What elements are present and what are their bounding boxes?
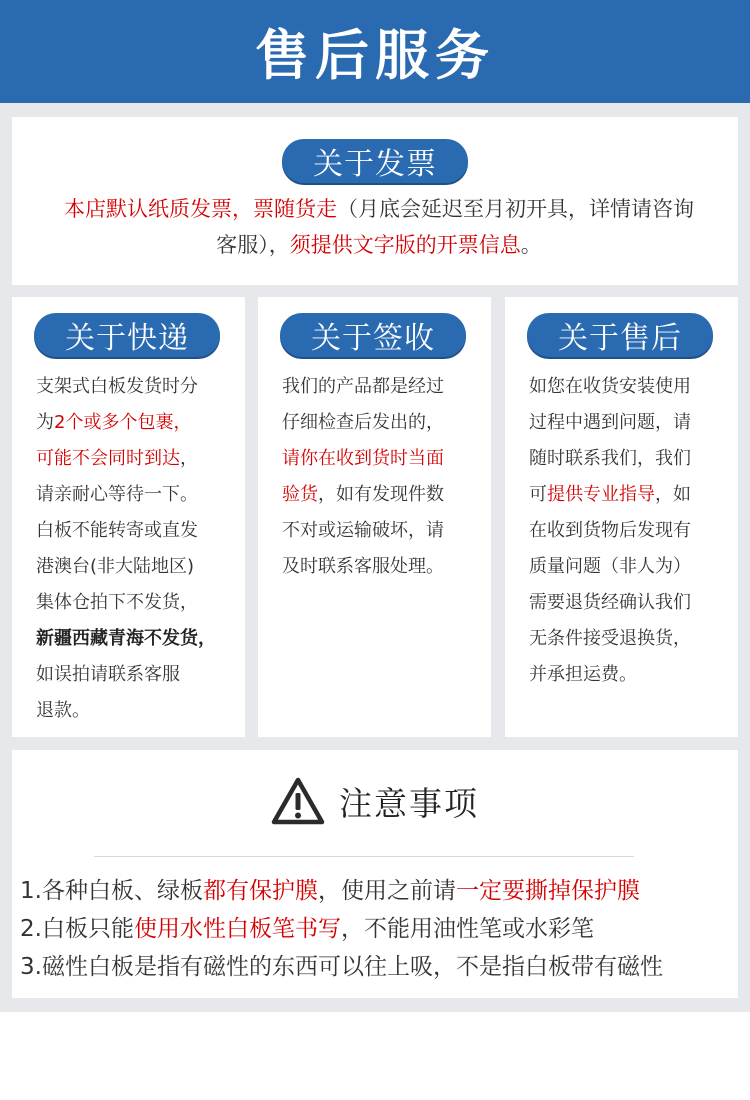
notice-text-part: ，使用之前请 (317, 878, 456, 904)
express-line: 白板不能转寄或直发 (36, 520, 198, 541)
signing-line: 仔细检查后发出的， (282, 412, 444, 433)
invoice-highlight: 本店默认纸质发票，票随货走 (64, 197, 337, 221)
invoice-text (18, 191, 740, 263)
signing-line: 及时联系客服处理。 (282, 556, 444, 577)
notice-text-part: 1.各种白板、绿板 (20, 878, 203, 904)
aftersale-line (529, 477, 734, 513)
warning-triangle-icon (271, 776, 325, 826)
invoice-note-end: 客服）， (216, 233, 290, 257)
invoice-card (12, 117, 738, 285)
express-line: 港澳台(非大陆地区) (36, 556, 195, 577)
aftersale-line: 无条件接受退换货， (529, 628, 691, 649)
invoice-title-badge: 关于发票 (282, 139, 468, 183)
signing-line (282, 477, 487, 513)
signing-highlight: 验货 (282, 484, 318, 505)
aftersale-text-part: ，如 (655, 484, 691, 505)
notice-divider (94, 856, 634, 857)
signing-line: 不对或运输破坏，请 (282, 520, 444, 541)
express-line: 请亲耐心等待一下。 (36, 484, 198, 505)
express-text-part: 为 (36, 412, 54, 433)
aftersale-text-part: 可 (529, 484, 547, 505)
signing-text (282, 369, 487, 585)
invoice-note: （月底会延迟至月初开具，详情请咨询 (337, 197, 694, 221)
invoice-requirement: 须提供文字版的开票信息 (289, 233, 521, 257)
aftersale-highlight: 提供专业指导 (547, 484, 655, 505)
signing-title-badge: 关于签收 (280, 313, 466, 357)
notice-highlight: 一定要撕掉保护膜 (455, 878, 640, 904)
aftersale-line: 质量问题（非人为） (529, 556, 691, 577)
notice-text-part: 2.白板只能 (20, 916, 134, 942)
notice-title: 注意事项 (339, 783, 479, 823)
signing-highlight: 请你在收到货时当面 (282, 448, 444, 469)
express-line: 如误拍请联系客服 (36, 664, 180, 685)
aftersale-title-badge: 关于售后 (527, 313, 713, 357)
express-text (36, 369, 241, 729)
signing-line: 我们的产品都是经过 (282, 376, 444, 397)
notice-header (12, 774, 738, 828)
express-text-part: ， (180, 448, 198, 469)
aftersale-card (505, 297, 738, 737)
express-highlight: 2个或多个包裹， (54, 412, 192, 433)
notice-text-part: ，不能用油性笔或水彩笔 (340, 916, 594, 942)
aftersale-line: 过程中遇到问题，请 (529, 412, 691, 433)
notice-item (20, 910, 736, 948)
aftersale-line: 随时联系我们，我们 (529, 448, 691, 469)
notice-item (20, 872, 736, 910)
signing-card (258, 297, 491, 737)
signing-text-part: ，如有发现件数 (318, 484, 444, 505)
express-line: 集体仓拍下不发货， (36, 592, 198, 613)
notice-item: 3.磁性白板是指有磁性的东西可以往上吸，不是指白板带有磁性 (20, 954, 663, 980)
express-line: 支架式白板发货时分 (36, 376, 198, 397)
express-highlight: 可能不会同时到达 (36, 448, 180, 469)
aftersale-line: 在收到货物后发现有 (529, 520, 691, 541)
express-line (36, 405, 241, 441)
notice-highlight: 都有保护膜 (202, 878, 318, 904)
express-line: 退款。 (36, 700, 90, 721)
express-line (36, 441, 241, 477)
aftersale-text (529, 369, 734, 693)
express-bold-line: 新疆西藏青海不发货， (36, 628, 216, 649)
page-header (0, 0, 750, 103)
page-title: 售后服务 (255, 24, 495, 87)
invoice-line-1 (18, 191, 740, 227)
notice-list (20, 872, 736, 986)
aftersale-line: 如您在收货安装使用 (529, 376, 691, 397)
aftersale-line: 并承担运费。 (529, 664, 637, 685)
notice-card (12, 750, 738, 998)
aftersale-line: 需要退货经确认我们 (529, 592, 691, 613)
invoice-line-2 (18, 227, 740, 263)
invoice-period: 。 (520, 233, 542, 257)
express-card (12, 297, 245, 737)
notice-highlight: 使用水性白板笔书写 (133, 916, 341, 942)
express-title-badge: 关于快递 (34, 313, 220, 357)
